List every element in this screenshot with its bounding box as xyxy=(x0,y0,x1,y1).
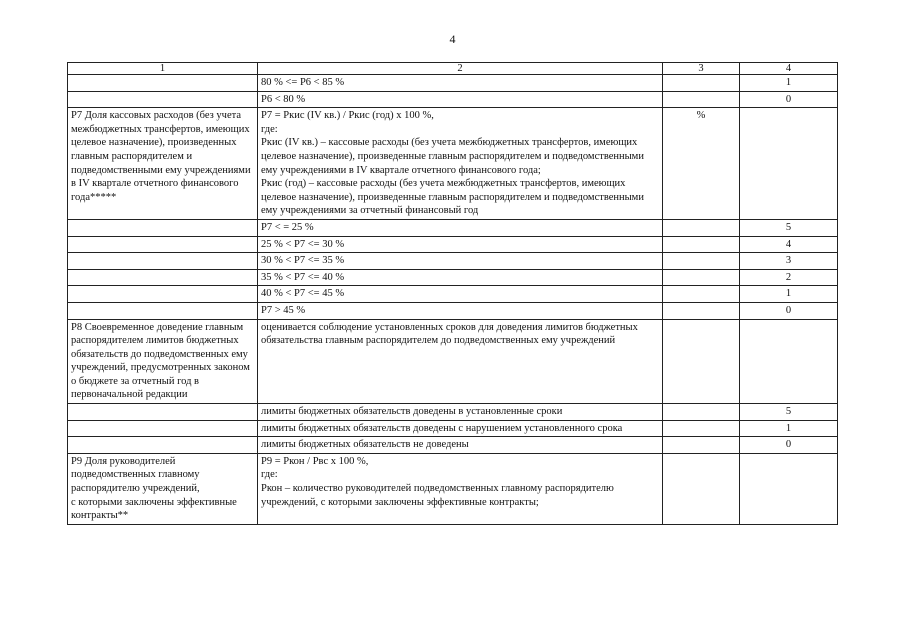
unit-cell xyxy=(663,286,740,303)
unit-cell xyxy=(663,75,740,92)
formula-cell: Р7 = Ркис (IV кв.) / Ркис (год) х 100 %, где: Ркис (IV кв.) – кассовые расходы (без учета межбюджетных трансфертов, имеющих целевое назначение), произведенные главным распорядителем и подведомственными ему учреждениями в IV квартале отчетного финансового года; Ркис (год) – кассовые расходы (без учета межбюджетных трансфертов, имеющих целевое назначение), произведенные главным распорядителем и подведомственными ему учреждениями за отчетный финансовый год xyxy=(258,108,663,220)
unit-cell xyxy=(663,219,740,236)
header-col-2: 2 xyxy=(258,63,663,75)
formula-cell: 25 % < Р7 <= 30 % xyxy=(258,236,663,253)
unit-cell xyxy=(663,437,740,454)
score-cell xyxy=(740,319,838,404)
score-cell: 5 xyxy=(740,404,838,421)
formula-cell: Р7 < = 25 % xyxy=(258,219,663,236)
formula-cell: 40 % < Р7 <= 45 % xyxy=(258,286,663,303)
indicator-cell xyxy=(68,269,258,286)
unit-cell xyxy=(663,269,740,286)
score-cell: 0 xyxy=(740,437,838,454)
score-cell: 0 xyxy=(740,91,838,108)
formula-cell: Р6 < 80 % xyxy=(258,91,663,108)
unit-cell xyxy=(663,420,740,437)
table-row xyxy=(68,286,838,303)
indicator-cell xyxy=(68,302,258,319)
indicator-cell xyxy=(68,404,258,421)
unit-cell: % xyxy=(663,108,740,220)
indicator-cell xyxy=(68,286,258,303)
table-row xyxy=(68,302,838,319)
score-cell xyxy=(740,108,838,220)
indicator-cell xyxy=(68,253,258,270)
table-row xyxy=(68,319,838,404)
indicator-cell xyxy=(68,75,258,92)
formula-cell: Р9 = Ркон / Рвс х 100 %, где: Ркон – количество руководителей подведомственных главному распорядителю учреждений, с которыми заключены эффективные контракты; xyxy=(258,453,663,524)
score-cell: 1 xyxy=(740,420,838,437)
table-row xyxy=(68,420,838,437)
header-col-3: 3 xyxy=(663,63,740,75)
table-row xyxy=(68,108,838,220)
table-row xyxy=(68,75,838,92)
score-cell xyxy=(740,453,838,524)
formula-cell: лимиты бюджетных обязательств доведены с нарушением установленного срока xyxy=(258,420,663,437)
unit-cell xyxy=(663,302,740,319)
unit-cell xyxy=(663,236,740,253)
indicator-cell: Р7 Доля кассовых расходов (без учета межбюджетных трансфертов, имеющих целевое назначение), произведенных главным распорядителем и подведомственными ему учреждениями в IV квартале отчетного финансового года***** xyxy=(68,108,258,220)
table-row xyxy=(68,219,838,236)
table-row xyxy=(68,404,838,421)
indicator-cell xyxy=(68,437,258,454)
indicator-cell xyxy=(68,236,258,253)
table-header-row xyxy=(68,63,838,75)
score-cell: 4 xyxy=(740,236,838,253)
header-col-1: 1 xyxy=(68,63,258,75)
table-row xyxy=(68,253,838,270)
indicator-cell xyxy=(68,219,258,236)
formula-cell: 35 % < Р7 <= 40 % xyxy=(258,269,663,286)
formula-cell: оценивается соблюдение установленных сроков для доведения лимитов бюджетных обязательства главным распорядителем до подведомственных ему учреждений xyxy=(258,319,663,404)
score-cell: 5 xyxy=(740,219,838,236)
unit-cell xyxy=(663,453,740,524)
score-cell: 0 xyxy=(740,302,838,319)
indicator-cell xyxy=(68,420,258,437)
header-col-4: 4 xyxy=(740,63,838,75)
criteria-table xyxy=(67,62,838,525)
formula-cell: 80 % <= Р6 < 85 % xyxy=(258,75,663,92)
unit-cell xyxy=(663,253,740,270)
table-row xyxy=(68,437,838,454)
table-row xyxy=(68,269,838,286)
unit-cell xyxy=(663,91,740,108)
formula-cell: Р7 > 45 % xyxy=(258,302,663,319)
score-cell: 3 xyxy=(740,253,838,270)
indicator-cell xyxy=(68,91,258,108)
table-row xyxy=(68,91,838,108)
page-number: 4 xyxy=(449,32,456,46)
table-row xyxy=(68,453,838,524)
indicator-cell: Р8 Своевременное доведение главным распорядителем лимитов бюджетных обязательств до подведомственных ему учреждений, предусмотренных законом о бюджете за отчетный год в первоначальной редакции xyxy=(68,319,258,404)
formula-cell: лимиты бюджетных обязательств доведены в установленные сроки xyxy=(258,404,663,421)
table-row xyxy=(68,236,838,253)
unit-cell xyxy=(663,319,740,404)
score-cell: 2 xyxy=(740,269,838,286)
score-cell: 1 xyxy=(740,286,838,303)
formula-cell: лимиты бюджетных обязательств не доведены xyxy=(258,437,663,454)
score-cell: 1 xyxy=(740,75,838,92)
formula-cell: 30 % < Р7 <= 35 % xyxy=(258,253,663,270)
unit-cell xyxy=(663,404,740,421)
indicator-cell: Р9 Доля руководителей подведомственных главному распорядителю учреждений, с которыми заключены эффективные контракты** xyxy=(68,453,258,524)
